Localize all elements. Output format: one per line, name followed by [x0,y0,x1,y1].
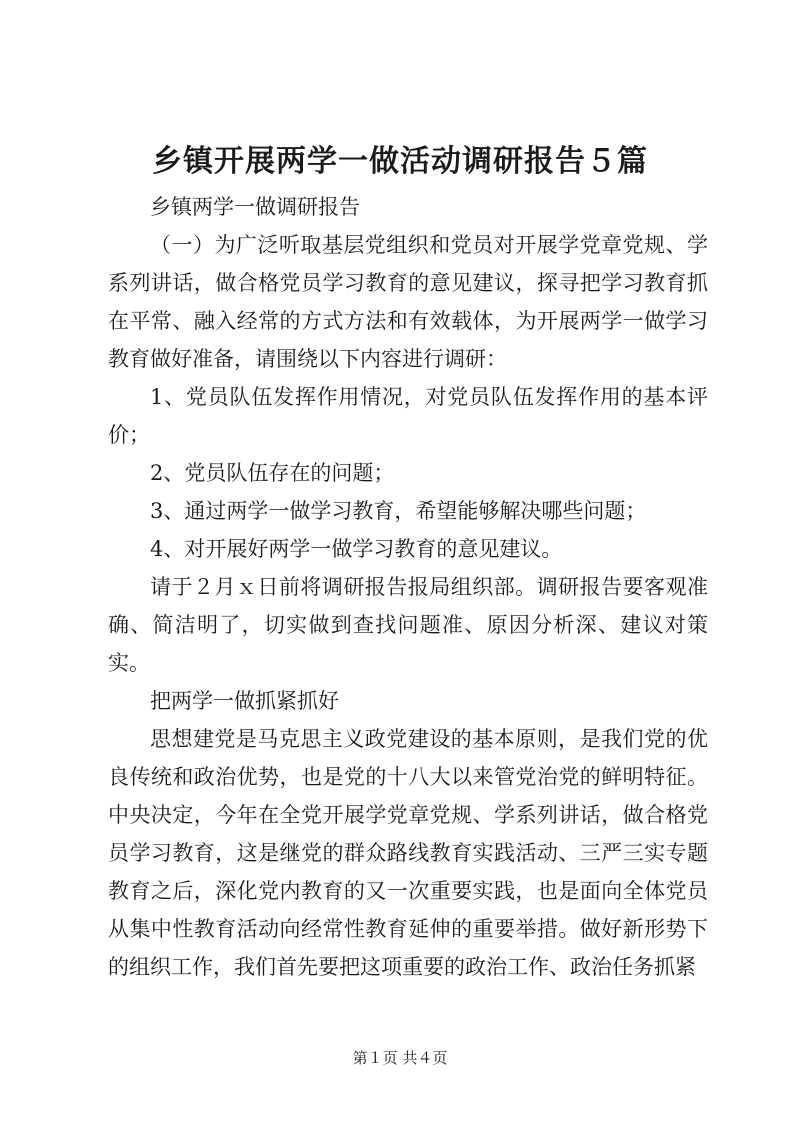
paragraph: 请于２月ｘ日前将调研报告报局组织部。调研报告要客观准确、简洁明了，切实做到查找问题准、原因分析深、建议对策实。 [108,575,708,675]
paragraph: 把两学一做抓紧抓好 [150,689,339,713]
paragraph: 3、通过两学一做学习教育，希望能够解决哪些问题； [150,499,647,523]
paragraph: 1、党员队伍发挥作用情况，对党员队伍发挥作用的基本评价； [108,385,708,447]
page-number-footer: 第１页 共４页 [352,1049,448,1067]
paragraph: （一）为广泛听取基层党组织和党员对开展学党章党规、学系列讲话，做合格党员学习教育的意见建议，探寻把学习教育抓在平常、融入经常的方式方法和有效载体，为开展两学一做学习教育做好准备，请围绕以下内容进行调研： [108,233,708,371]
paragraph: 乡镇两学一做调研报告 [150,195,360,219]
paragraph: 4、对开展好两学一做学习教育的意见建议。 [150,537,563,561]
document-body [108,188,708,986]
paragraph: 2、党员队伍存在的问题； [150,461,395,485]
document-title: 乡镇开展两学一做活动调研报告５篇 [152,144,648,179]
paragraph: 思想建党是马克思主义政党建设的基本原则，是我们党的优良传统和政治优势，也是党的十八大以来管党治党的鲜明特征。中央决定，今年在全党开展学党章党规、学系列讲话，做合格党员学习教育，这是继党的群众路线教育实践活动、三严三实专题教育之后，深化党内教育的又一次重要实践，也是面向全体党员从集中性教育活动向经常性教育延伸的重要举措。做好新形势下的组织工作，我们首先要把这项重要的政治工作、政治任务抓紧 [108,727,708,979]
